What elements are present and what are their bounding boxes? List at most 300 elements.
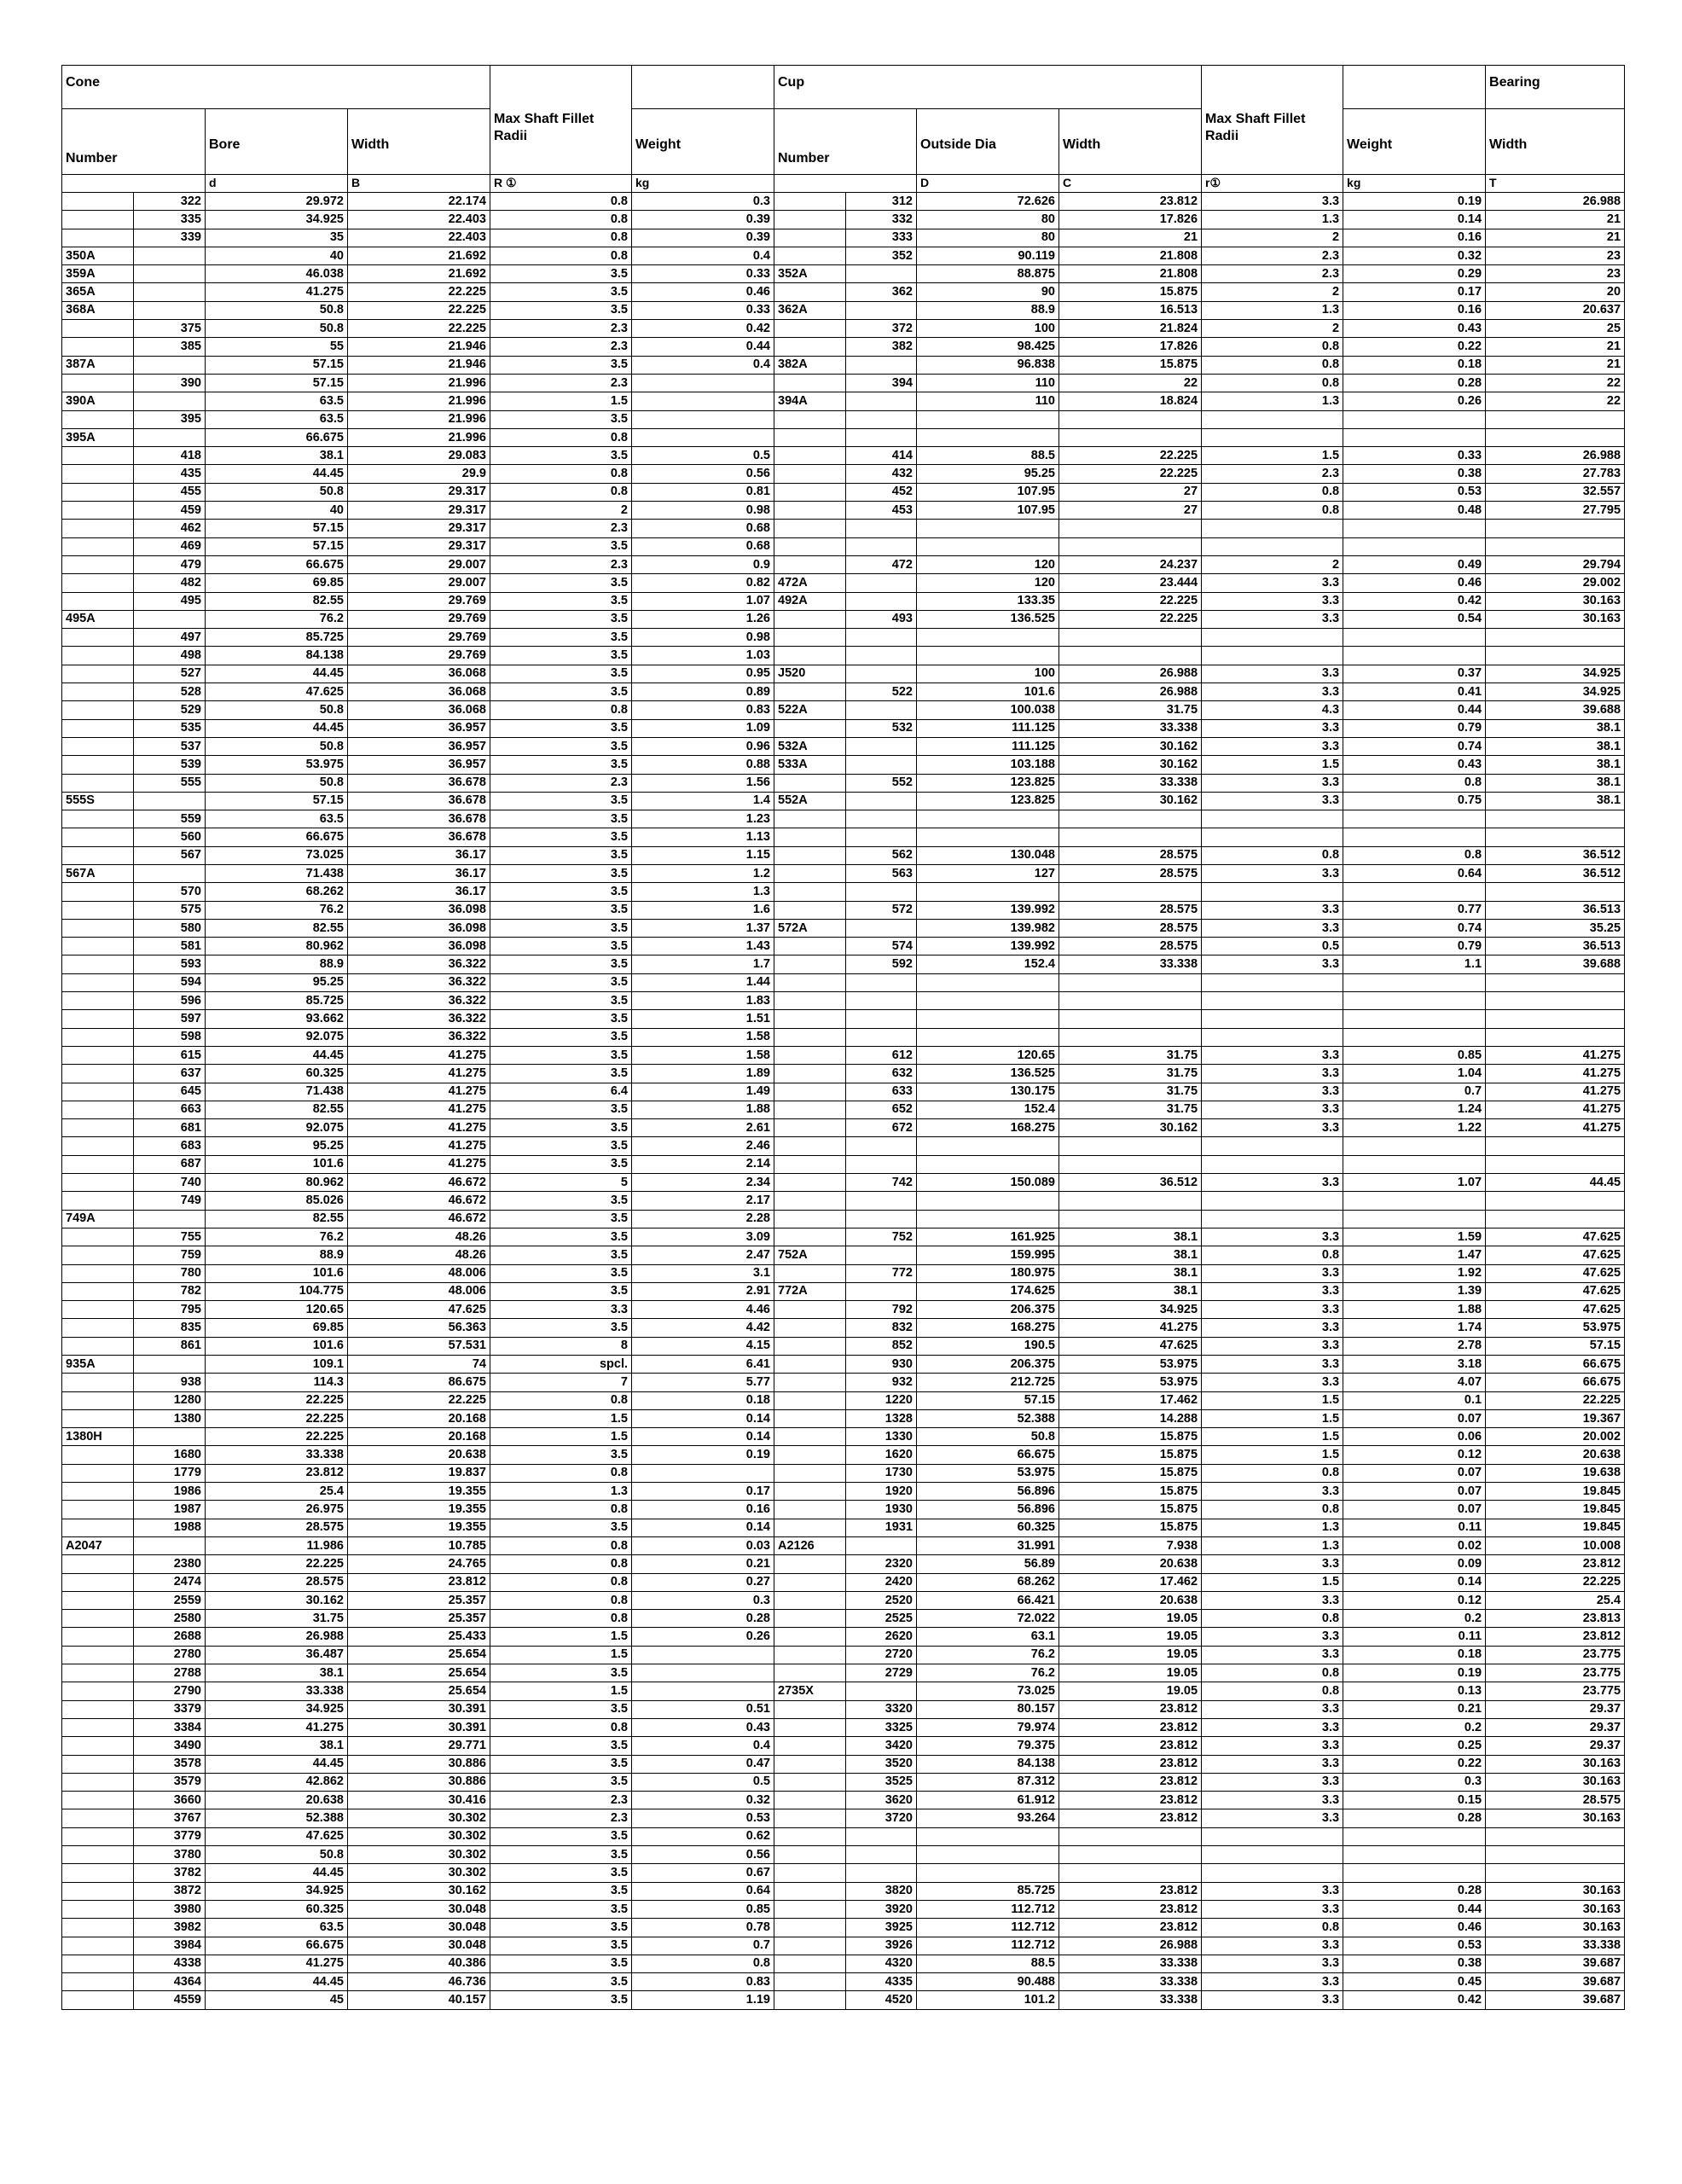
cone-number-suffix-cell xyxy=(62,1119,134,1137)
bore-cell: 69.85 xyxy=(206,1319,348,1337)
cone-width-cell: 36.098 xyxy=(348,919,490,937)
cone-radii-cell: 0.8 xyxy=(490,465,632,483)
bore-cell: 22.225 xyxy=(206,1391,348,1409)
table-row xyxy=(62,356,1625,374)
cup-number-cell: 382 xyxy=(846,338,917,356)
outside-dia-cell: 90.488 xyxy=(917,1973,1059,1991)
bore-cell: 41.275 xyxy=(206,1955,348,1972)
cup-number-cell xyxy=(846,520,917,537)
cup-width-cell: 30.162 xyxy=(1059,756,1202,774)
bearing-width-cell: 39.687 xyxy=(1486,1973,1625,1991)
cup-width-cell: 22.225 xyxy=(1059,447,1202,465)
cone-number-suffix-cell xyxy=(62,1464,134,1482)
bore-cell: 101.6 xyxy=(206,1155,348,1173)
bore-symbol: d xyxy=(206,175,348,193)
bearing-width-cell: 29.37 xyxy=(1486,1737,1625,1755)
cone-width-cell: 29.007 xyxy=(348,574,490,592)
cone-width-cell: 25.357 xyxy=(348,1610,490,1628)
bearing-width-cell: 41.275 xyxy=(1486,1046,1625,1064)
cup-number-cell: 3325 xyxy=(846,1718,917,1736)
outside-dia-cell: 111.125 xyxy=(917,719,1059,737)
cup-number-cell xyxy=(846,592,917,610)
table-row xyxy=(62,1682,1625,1700)
cone-weight-cell: 2.28 xyxy=(632,1210,774,1228)
cone-weight-cell: 0.95 xyxy=(632,665,774,682)
cone-number-suffix-cell xyxy=(62,647,134,665)
cup-radii-cell: 3.3 xyxy=(1202,1083,1343,1101)
cup-number-cell: 592 xyxy=(846,956,917,973)
outside-dia-cell: 174.625 xyxy=(917,1282,1059,1300)
cone-weight-cell: 0.33 xyxy=(632,265,774,283)
cup-weight-cell xyxy=(1343,1010,1486,1028)
cup-number-cell xyxy=(846,665,917,682)
cup-weight-cell: 0.11 xyxy=(1343,1628,1486,1646)
cone-number-suffix-cell xyxy=(62,1646,134,1664)
cup-weight-cell xyxy=(1343,828,1486,846)
outside-dia-cell xyxy=(917,828,1059,846)
cup-width-cell: 33.338 xyxy=(1059,1973,1202,1991)
cup-radii-cell: 3.3 xyxy=(1202,1700,1343,1718)
cup-radii-cell: 1.5 xyxy=(1202,1573,1343,1591)
cup-number-suffix-cell: J520 xyxy=(774,665,846,682)
bore-cell: 29.972 xyxy=(206,193,348,211)
cone-weight-cell xyxy=(632,1464,774,1482)
cone-number-suffix-cell xyxy=(62,1700,134,1718)
cone-radii-cell: 1.5 xyxy=(490,1682,632,1700)
table-row xyxy=(62,1483,1625,1501)
cone-radii-cell: 3.5 xyxy=(490,756,632,774)
bearing-width-cell xyxy=(1486,1210,1625,1228)
cone-width-cell: 22.225 xyxy=(348,320,490,338)
cone-radii-cell: 2.3 xyxy=(490,520,632,537)
cup-number-cell: 792 xyxy=(846,1301,917,1319)
cup-number-cell xyxy=(846,1192,917,1210)
cone-radii-cell: 3.5 xyxy=(490,1519,632,1536)
cone-weight-cell: 0.14 xyxy=(632,1409,774,1427)
cone-weight-cell: 4.46 xyxy=(632,1301,774,1319)
cone-number-suffix-cell xyxy=(62,1083,134,1101)
cone-weight-cell: 0.53 xyxy=(632,1809,774,1827)
cone-weight-cell: 1.88 xyxy=(632,1101,774,1118)
cone-width-cell: 29.317 xyxy=(348,520,490,537)
cone-width-cell: 25.654 xyxy=(348,1646,490,1664)
outside-dia-cell: 52.388 xyxy=(917,1409,1059,1427)
bore-cell: 57.15 xyxy=(206,537,348,555)
table-row xyxy=(62,1573,1625,1591)
bearing-width-cell xyxy=(1486,992,1625,1010)
outside-dia-cell: 159.995 xyxy=(917,1246,1059,1264)
cup-weight-cell: 0.12 xyxy=(1343,1591,1486,1609)
cup-weight-cell xyxy=(1343,810,1486,828)
cup-width-cell: 22.225 xyxy=(1059,592,1202,610)
bearing-width-cell: 27.795 xyxy=(1486,502,1625,520)
cup-width-cell: 23.812 xyxy=(1059,1809,1202,1827)
cup-width-cell xyxy=(1059,810,1202,828)
cup-width-cell: 18.824 xyxy=(1059,392,1202,410)
cup-weight-cell xyxy=(1343,428,1486,446)
table-row xyxy=(62,1192,1625,1210)
cone-number-cell: 527 xyxy=(134,665,206,682)
cone-number-suffix-cell xyxy=(62,1137,134,1155)
bore-cell: 84.138 xyxy=(206,647,348,665)
cup-radii-cell: 3.3 xyxy=(1202,1937,1343,1955)
cup-number-suffix-cell xyxy=(774,1718,846,1736)
cone-number-suffix-cell xyxy=(62,992,134,1010)
bore-cell: 47.625 xyxy=(206,683,348,701)
cone-radii-cell: 3.5 xyxy=(490,737,632,755)
bearing-width-cell: 23.812 xyxy=(1486,1555,1625,1573)
outside-dia-cell xyxy=(917,810,1059,828)
cup-width-symbol: C xyxy=(1059,175,1202,193)
cone-weight-cell: 4.42 xyxy=(632,1319,774,1337)
cone-number-suffix-cell xyxy=(62,683,134,701)
bore-cell: 47.625 xyxy=(206,1827,348,1845)
cone-radii-cell: 3.5 xyxy=(490,610,632,628)
bearing-width-cell xyxy=(1486,647,1625,665)
cup-weight-cell: 0.17 xyxy=(1343,283,1486,301)
cup-radii-cell xyxy=(1202,1137,1343,1155)
cup-weight-cell: 0.12 xyxy=(1343,1446,1486,1464)
cup-width-cell: 28.575 xyxy=(1059,864,1202,882)
cup-number-cell xyxy=(846,919,917,937)
table-row xyxy=(62,1391,1625,1409)
cone-weight-cell: 2.61 xyxy=(632,1119,774,1137)
outside-dia-cell xyxy=(917,973,1059,991)
cone-width-cell: 57.531 xyxy=(348,1337,490,1355)
cup-number-suffix-cell xyxy=(774,1264,846,1282)
cone-weight-cell: 0.4 xyxy=(632,1737,774,1755)
table-row xyxy=(62,1973,1625,1991)
cone-number-cell: 637 xyxy=(134,1065,206,1083)
cup-max-shaft-fillet-radii-header: Max Shaft Fillet Radii xyxy=(1202,66,1343,175)
cone-radii-cell: 3.5 xyxy=(490,1228,632,1246)
cone-radii-cell: 3.5 xyxy=(490,592,632,610)
cup-width-cell: 31.75 xyxy=(1059,701,1202,719)
cup-weight-cell xyxy=(1343,629,1486,647)
cone-radii-symbol: R ① xyxy=(490,175,632,193)
cone-width-cell: 21.692 xyxy=(348,265,490,283)
cone-width-cell: 36.098 xyxy=(348,901,490,919)
cup-number-cell: 452 xyxy=(846,483,917,501)
cup-radii-cell: 0.8 xyxy=(1202,338,1343,356)
cone-weight-cell: 1.07 xyxy=(632,592,774,610)
cone-radii-cell: 1.5 xyxy=(490,1428,632,1446)
cup-number-suffix-cell xyxy=(774,1610,846,1628)
outside-dia-cell: 139.992 xyxy=(917,938,1059,956)
cone-width-cell: 20.638 xyxy=(348,1446,490,1464)
bearing-width-cell: 23.775 xyxy=(1486,1646,1625,1664)
bearing-width-cell: 44.45 xyxy=(1486,1174,1625,1192)
cup-width-cell: 23.812 xyxy=(1059,1700,1202,1718)
table-row xyxy=(62,1446,1625,1464)
table-row xyxy=(62,1755,1625,1773)
cup-radii-cell: 1.5 xyxy=(1202,1428,1343,1446)
cone-number-cell xyxy=(134,428,206,446)
bore-cell: 28.575 xyxy=(206,1519,348,1536)
cone-radii-cell: 3.3 xyxy=(490,1301,632,1319)
table-row xyxy=(62,1028,1625,1046)
cone-number-suffix-cell xyxy=(62,1301,134,1319)
table-row xyxy=(62,211,1625,229)
cup-number-suffix-cell xyxy=(774,537,846,555)
cone-radii-cell: 2.3 xyxy=(490,1809,632,1827)
cup-radii-cell: 3.3 xyxy=(1202,1900,1343,1918)
bearing-width-cell: 30.163 xyxy=(1486,610,1625,628)
outside-dia-cell: 61.912 xyxy=(917,1792,1059,1809)
bore-cell: 76.2 xyxy=(206,1228,348,1246)
cone-weight-cell: 0.21 xyxy=(632,1555,774,1573)
cup-number-cell: 372 xyxy=(846,320,917,338)
cup-weight-cell: 0.14 xyxy=(1343,1573,1486,1591)
cone-width-symbol: B xyxy=(348,175,490,193)
cone-weight-cell: 6.41 xyxy=(632,1356,774,1374)
bore-cell: 50.8 xyxy=(206,483,348,501)
outside-dia-cell: 120 xyxy=(917,574,1059,592)
cone-width-cell: 36.068 xyxy=(348,701,490,719)
cup-width-cell: 34.925 xyxy=(1059,1301,1202,1319)
cone-number-suffix-cell xyxy=(62,1882,134,1900)
cone-width-cell: 30.391 xyxy=(348,1718,490,1736)
cup-width-cell: 26.988 xyxy=(1059,683,1202,701)
cone-radii-cell: 3.5 xyxy=(490,864,632,882)
bore-cell: 31.75 xyxy=(206,1610,348,1628)
cup-number-cell xyxy=(846,301,917,319)
bore-cell: 22.225 xyxy=(206,1409,348,1427)
bearing-width-cell: 30.163 xyxy=(1486,592,1625,610)
cone-radii-cell: 3.5 xyxy=(490,1028,632,1046)
cup-width-cell: 19.05 xyxy=(1059,1646,1202,1664)
cone-number-suffix-cell: 365A xyxy=(62,283,134,301)
cone-number-suffix-cell xyxy=(62,1664,134,1682)
bearing-width-cell: 20.002 xyxy=(1486,1428,1625,1446)
cup-weight-cell: 0.79 xyxy=(1343,938,1486,956)
bearing-width-cell: 30.163 xyxy=(1486,1900,1625,1918)
table-row xyxy=(62,919,1625,937)
cone-width-cell: 21.946 xyxy=(348,338,490,356)
cone-number-suffix-cell xyxy=(62,1846,134,1864)
bore-cell: 36.487 xyxy=(206,1646,348,1664)
cone-radii-cell: 3.5 xyxy=(490,1773,632,1791)
cup-number-cell xyxy=(846,828,917,846)
cone-radii-cell: 3.5 xyxy=(490,410,632,428)
cup-radii-cell: 3.3 xyxy=(1202,1755,1343,1773)
cup-radii-cell xyxy=(1202,629,1343,647)
cone-width-cell: 20.168 xyxy=(348,1409,490,1427)
cone-number-suffix-cell xyxy=(62,901,134,919)
bore-cell: 44.45 xyxy=(206,665,348,682)
bearing-width-cell: 27.783 xyxy=(1486,465,1625,483)
outside-dia-cell: 101.2 xyxy=(917,1991,1059,2009)
bore-cell: 57.15 xyxy=(206,374,348,392)
cup-weight-cell xyxy=(1343,647,1486,665)
cone-number-cell: 390 xyxy=(134,374,206,392)
cup-radii-cell: 3.3 xyxy=(1202,665,1343,682)
table-row xyxy=(62,1083,1625,1101)
cup-width-cell: 17.826 xyxy=(1059,338,1202,356)
cup-number-suffix-cell xyxy=(774,1792,846,1809)
table-row xyxy=(62,374,1625,392)
bearing-width-cell xyxy=(1486,810,1625,828)
cone-width-cell: 30.391 xyxy=(348,1700,490,1718)
cup-radii-cell: 0.8 xyxy=(1202,1246,1343,1264)
cup-width-cell: 23.812 xyxy=(1059,1737,1202,1755)
cup-number-cell: 3925 xyxy=(846,1919,917,1937)
cone-width-cell: 22.225 xyxy=(348,301,490,319)
bearing-width-cell: 23.775 xyxy=(1486,1682,1625,1700)
cone-radii-cell: 3.5 xyxy=(490,356,632,374)
table-row xyxy=(62,301,1625,319)
cone-number-cell: 560 xyxy=(134,828,206,846)
cup-radii-cell: 3.3 xyxy=(1202,901,1343,919)
cup-number-suffix-cell xyxy=(774,901,846,919)
cup-width-cell: 33.338 xyxy=(1059,719,1202,737)
outside-dia-cell: 56.896 xyxy=(917,1483,1059,1501)
cone-number-suffix-cell xyxy=(62,1391,134,1409)
cone-number-cell: 3779 xyxy=(134,1827,206,1845)
cone-number-cell: 535 xyxy=(134,719,206,737)
table-row xyxy=(62,956,1625,973)
cone-weight-cell: 0.17 xyxy=(632,1483,774,1501)
cup-number-cell: 453 xyxy=(846,502,917,520)
cone-width-cell: 30.886 xyxy=(348,1755,490,1773)
cone-radii-cell: 8 xyxy=(490,1337,632,1355)
cup-number-suffix-cell xyxy=(774,1083,846,1101)
cup-weight-top-cell xyxy=(1343,66,1486,109)
cup-radii-cell: 2.3 xyxy=(1202,265,1343,283)
cup-radii-cell: 1.3 xyxy=(1202,1519,1343,1536)
bearing-width-cell: 10.008 xyxy=(1486,1536,1625,1554)
cone-number-cell: 3379 xyxy=(134,1700,206,1718)
cup-number-cell: 742 xyxy=(846,1174,917,1192)
cup-number-suffix-cell xyxy=(774,1119,846,1137)
cone-weight-cell xyxy=(632,374,774,392)
cup-number-suffix-cell xyxy=(774,1628,846,1646)
cone-radii-cell: 3.5 xyxy=(490,447,632,465)
bearing-group-header: Bearing xyxy=(1486,66,1625,109)
cup-number-suffix-cell xyxy=(774,629,846,647)
cone-number-cell xyxy=(134,392,206,410)
cup-number-suffix-cell: 752A xyxy=(774,1246,846,1264)
cup-weight-cell: 0.33 xyxy=(1343,447,1486,465)
cone-number-suffix-cell xyxy=(62,338,134,356)
cone-number-cell: 861 xyxy=(134,1337,206,1355)
cup-weight-cell: 1.07 xyxy=(1343,1174,1486,1192)
cup-width-cell xyxy=(1059,1846,1202,1864)
cup-width-cell: 26.988 xyxy=(1059,1937,1202,1955)
cup-radii-cell: 1.5 xyxy=(1202,1446,1343,1464)
cone-weight-cell: 0.98 xyxy=(632,629,774,647)
cup-radii-cell: 0.8 xyxy=(1202,1664,1343,1682)
cup-width-cell: 22.225 xyxy=(1059,465,1202,483)
cone-width-cell: 29.769 xyxy=(348,647,490,665)
table-row xyxy=(62,1374,1625,1391)
bore-cell: 50.8 xyxy=(206,737,348,755)
cone-radii-cell: 3.5 xyxy=(490,1919,632,1937)
cup-number-suffix-cell: 772A xyxy=(774,1282,846,1300)
cup-number-suffix-cell xyxy=(774,1900,846,1918)
cone-width-cell: 41.275 xyxy=(348,1137,490,1155)
outside-dia-symbol: D xyxy=(917,175,1059,193)
cone-width-cell: 36.678 xyxy=(348,828,490,846)
cone-width-cell: 21.946 xyxy=(348,356,490,374)
bearing-width-cell: 23 xyxy=(1486,265,1625,283)
outside-dia-cell: 87.312 xyxy=(917,1773,1059,1791)
cup-width-cell: 15.875 xyxy=(1059,1428,1202,1446)
cup-number-suffix-cell: 2735X xyxy=(774,1682,846,1700)
cone-weight-cell: 0.33 xyxy=(632,301,774,319)
cone-width-cell: 46.672 xyxy=(348,1192,490,1210)
bearing-width-cell: 57.15 xyxy=(1486,1337,1625,1355)
cone-radii-cell: 3.5 xyxy=(490,901,632,919)
cone-radii-cell: 3.5 xyxy=(490,1319,632,1337)
cone-weight-cell: 0.39 xyxy=(632,211,774,229)
cone-radii-cell: 3.5 xyxy=(490,973,632,991)
bore-cell: 60.325 xyxy=(206,1065,348,1083)
cup-weight-cell: 0.07 xyxy=(1343,1409,1486,1427)
cup-number-cell: 362 xyxy=(846,283,917,301)
cup-weight-cell xyxy=(1343,1864,1486,1882)
cup-width-cell: 19.05 xyxy=(1059,1610,1202,1628)
cone-radii-cell: 0.8 xyxy=(490,229,632,247)
cone-radii-cell: 3.5 xyxy=(490,846,632,864)
table-row xyxy=(62,701,1625,719)
bearing-width-cell: 53.975 xyxy=(1486,1319,1625,1337)
cone-weight-cell: 0.26 xyxy=(632,1628,774,1646)
cup-width-cell: 19.05 xyxy=(1059,1682,1202,1700)
cup-number-cell: 332 xyxy=(846,211,917,229)
cone-number-suffix-cell: 350A xyxy=(62,247,134,264)
cup-radii-cell: 3.3 xyxy=(1202,1555,1343,1573)
cone-radii-cell: 3.5 xyxy=(490,665,632,682)
cone-radii-cell: 3.5 xyxy=(490,1192,632,1210)
cone-number-suffix-cell xyxy=(62,193,134,211)
cup-number-suffix-cell xyxy=(774,1428,846,1446)
bearing-width-cell xyxy=(1486,1846,1625,1864)
cup-radii-cell: 3.3 xyxy=(1202,864,1343,882)
bore-cell: 66.675 xyxy=(206,555,348,573)
cup-number-suffix-cell xyxy=(774,1937,846,1955)
cup-width-cell: 15.875 xyxy=(1059,356,1202,374)
cone-radii-cell: 3.5 xyxy=(490,647,632,665)
outside-dia-cell xyxy=(917,1846,1059,1864)
cone-number-cell: 683 xyxy=(134,1137,206,1155)
outside-dia-cell: 90.119 xyxy=(917,247,1059,264)
cup-number-cell xyxy=(846,883,917,901)
cone-number-suffix-cell xyxy=(62,701,134,719)
cup-weight-cell: 0.29 xyxy=(1343,265,1486,283)
table-row xyxy=(62,719,1625,737)
cup-radii-cell: 3.3 xyxy=(1202,1174,1343,1192)
cup-number-cell: 493 xyxy=(846,610,917,628)
cone-radii-cell: 3.5 xyxy=(490,810,632,828)
bearing-width-cell xyxy=(1486,883,1625,901)
cone-weight-cell: 0.96 xyxy=(632,737,774,755)
cup-number-cell: 1220 xyxy=(846,1391,917,1409)
cone-number-cell: 3984 xyxy=(134,1937,206,1955)
cone-number-cell xyxy=(134,1210,206,1228)
cone-weight-cell: 0.5 xyxy=(632,1773,774,1791)
bore-cell: 82.55 xyxy=(206,919,348,937)
cone-radii-cell: 3.5 xyxy=(490,1264,632,1282)
cone-weight-cell: 0.3 xyxy=(632,1591,774,1609)
cup-number-cell: 1920 xyxy=(846,1483,917,1501)
bore-cell: 114.3 xyxy=(206,1374,348,1391)
cone-number-cell: 938 xyxy=(134,1374,206,1391)
cup-width-cell: 28.575 xyxy=(1059,938,1202,956)
cup-number-cell xyxy=(846,1846,917,1864)
cup-width-cell: 21.808 xyxy=(1059,247,1202,264)
outside-dia-cell: 96.838 xyxy=(917,356,1059,374)
